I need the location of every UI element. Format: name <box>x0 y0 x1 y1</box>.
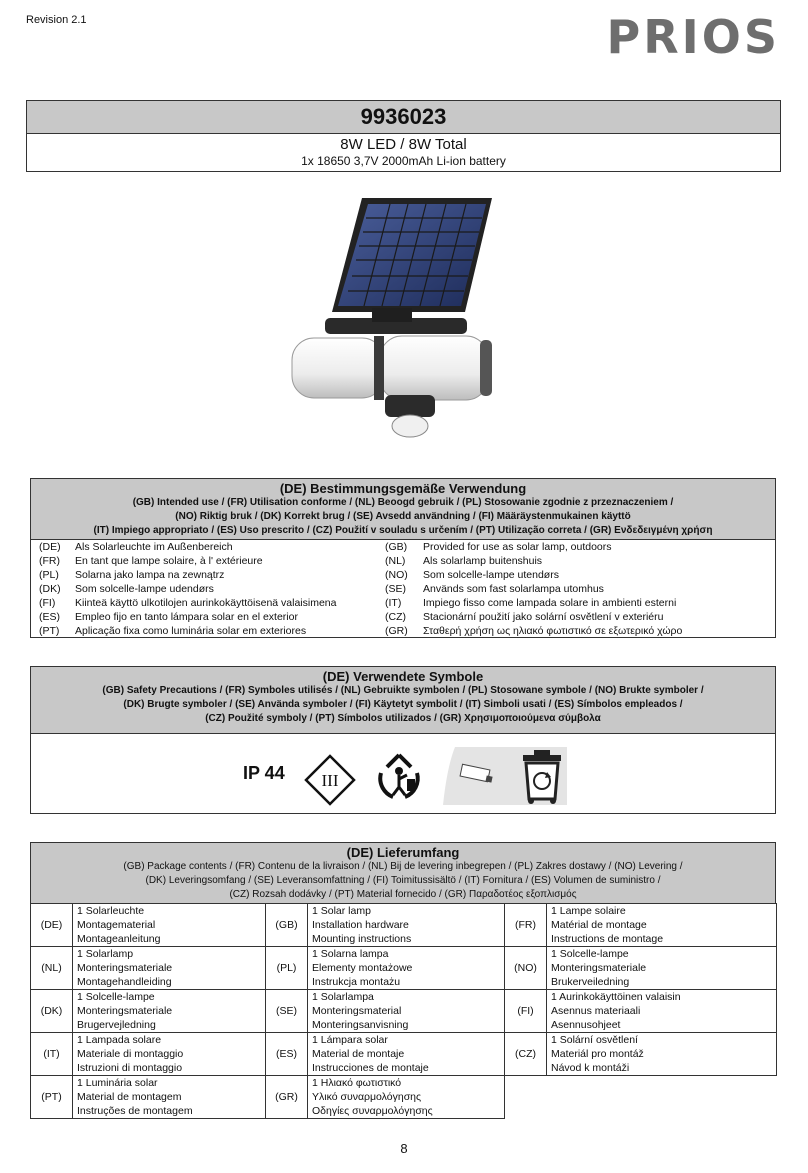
package-item: 1 Solarlamp <box>77 948 134 960</box>
package-item: Οδηγίες συναρμολόγησης <box>312 1105 433 1117</box>
brand-logo: PRIOS <box>606 10 780 64</box>
use-text: Som solcelle-lampe udendørs <box>75 583 214 595</box>
lang-code: (NO) <box>505 947 547 990</box>
package-item: 1 Solar lamp <box>312 905 371 917</box>
package-item: 1 Solarleuchte <box>77 905 145 917</box>
lang-code: (GR) <box>266 1076 308 1119</box>
package-items <box>308 1076 505 1119</box>
package-item: Montageanleitung <box>77 933 161 945</box>
package-items <box>73 904 266 947</box>
package-header <box>30 842 776 904</box>
page-number: 8 <box>400 1141 408 1156</box>
lang-code: (GR) <box>385 625 408 637</box>
intended-use-section <box>30 478 776 638</box>
lang-code: (DK) <box>31 990 73 1033</box>
use-text: Impiego fisso come lampada solare in ambienti esterni <box>423 597 677 609</box>
package-item: Monteringsmaterial <box>312 1005 402 1017</box>
package-items <box>308 904 505 947</box>
package-item: Material de montagem <box>77 1091 182 1103</box>
revision-label: Revision 2.1 <box>26 14 87 26</box>
lang-code: (SE) <box>266 990 308 1033</box>
intended-use-subtitle-2: (NO) Riktig bruk / (DK) Korrekt brug / (SE) Avsedd användning / (FI) Määräystenmukainen käyttö <box>175 511 631 522</box>
package-row <box>31 947 777 990</box>
symbols-subtitle-3: (CZ) Použité symboly / (PT) Símbolos utilizados / (GR) Χρησιμοποιούμενα σύμβολα <box>205 713 601 724</box>
package-items <box>547 1033 777 1076</box>
package-item: Asennusohjeet <box>551 1019 621 1031</box>
lang-code: (CZ) <box>385 611 406 623</box>
package-item: Brukerveiledning <box>551 976 630 988</box>
use-row <box>31 554 775 568</box>
package-item: Asennus materiaali <box>551 1005 641 1017</box>
lang-code: (IT) <box>31 1033 73 1076</box>
product-power: 8W LED / 8W Total <box>340 136 467 153</box>
use-row <box>31 610 775 624</box>
use-row <box>31 596 775 610</box>
lang-code: (FR) <box>505 904 547 947</box>
package-item: 1 Solcelle-lampe <box>551 948 629 960</box>
symbols-title: (DE) Verwendete Symbole <box>322 669 484 684</box>
package-item: Istruzioni di montaggio <box>77 1062 183 1074</box>
product-battery: 1x 18650 3,7V 2000mAh Li-ion battery <box>301 154 506 168</box>
use-text: Empleo fijo en tanto lámpara solar en el exterior <box>75 611 298 623</box>
package-item: Monteringsmateriale <box>77 1005 173 1017</box>
package-item: 1 Solarna lampa <box>312 948 389 960</box>
package-item: Instrucciones de montaje <box>312 1062 429 1074</box>
lang-code: (FR) <box>39 555 60 567</box>
ip-rating: IP 44 <box>243 763 285 783</box>
lang-code: (NL) <box>31 947 73 990</box>
class-label: III <box>321 771 339 790</box>
use-text: Als Solarleuchte im Außenbereich <box>75 541 233 553</box>
package-item: 1 Solární osvětlení <box>551 1034 638 1046</box>
package-items <box>308 990 505 1033</box>
package-items <box>547 904 777 947</box>
package-item: 1 Lampada solare <box>77 1034 162 1046</box>
lang-code: (ES) <box>39 611 60 623</box>
intended-use-subtitle-3: (IT) Impiego appropriato / (ES) Uso prescrito / (CZ) Použití v souladu s určením / (PT) Utilização correta / (GR) Ενδεδειγμένη χρήση <box>93 525 713 536</box>
intended-use-title: (DE) Bestimmungsgemäße Verwendung <box>279 481 527 496</box>
package-row <box>31 990 777 1033</box>
symbols-subtitle-1: (GB) Safety Precautions / (FR) Symboles utilisés / (NL) Gebruikte symbolen / (PL) Stosowane symbole / (NO) Brukte symboler / <box>102 685 704 696</box>
package-items <box>73 1076 266 1119</box>
package-title: (DE) Lieferumfang <box>346 845 460 860</box>
package-item: Montagehandleiding <box>77 976 172 988</box>
symbols-section <box>30 666 776 814</box>
package-item: Elementy montażowe <box>312 962 413 974</box>
package-item: 1 Aurinkokäyttöinen valaisin <box>551 991 681 1003</box>
lang-code: (NL) <box>385 555 406 567</box>
use-row <box>31 540 775 554</box>
empty-cell <box>505 1076 547 1119</box>
package-item: 1 Solcelle-lampe <box>77 991 155 1003</box>
use-text: Stacionární použití jako solární osvětlení v exteriéru <box>423 611 664 623</box>
package-item: 1 Luminária solar <box>77 1077 158 1089</box>
use-text: Σταθερή χρήση ως ηλιακό φωτιστικό σε εξωτερικό χώρο <box>423 625 683 637</box>
package-item: Instructions de montage <box>551 933 664 945</box>
package-item: Monteringsmateriale <box>551 962 647 974</box>
package-items <box>308 947 505 990</box>
package-subtitle-2: (DK) Leveringsomfang / (SE) Leveransomfattning / (FI) Toimitussisältö / (IT) Fornitura / (ES) Volumen de suministro / <box>145 875 661 886</box>
protection-class-iii-icon <box>303 753 357 807</box>
lang-code: (PT) <box>31 1076 73 1119</box>
package-items <box>308 1033 505 1076</box>
package-items <box>73 990 266 1033</box>
package-items <box>547 947 777 990</box>
package-row <box>31 904 777 947</box>
use-text: Som solcelle-lampe utendørs <box>423 569 559 581</box>
intended-use-rows <box>31 540 775 638</box>
symbols-subtitle-2: (DK) Brugte symboler / (SE) Använda symboler / (FI) Käytetyt symbolit / (IT) Simboli usati / (ES) Símbolos empleados / <box>123 699 683 710</box>
use-text: En tant que lampe solaire, à l' extérieure <box>75 555 263 567</box>
package-item: Mounting instructions <box>312 933 412 945</box>
package-item: Monteringsanvisning <box>312 1019 409 1031</box>
package-item: Monteringsmateriale <box>77 962 173 974</box>
product-photo <box>280 190 525 440</box>
package-item: Materiál pro montáž <box>551 1048 644 1060</box>
package-item: Instruções de montagem <box>77 1105 193 1117</box>
lang-code: (DK) <box>39 583 61 595</box>
empty-cell <box>547 1076 777 1119</box>
recycling-disposal-icon <box>371 749 427 805</box>
use-text: Solarna jako lampa na zewnątrz <box>75 569 225 581</box>
symbols-header <box>31 667 775 734</box>
lang-code: (DE) <box>39 541 61 553</box>
wheelie-bin-icon <box>519 749 565 805</box>
product-code: 9936023 <box>27 101 780 134</box>
package-item: Installation hardware <box>312 919 409 931</box>
package-subtitle-3: (CZ) Rozsah dodávky / (PT) Material fornecido / (GR) Παραδοτέος εξοπλισμός <box>229 889 577 900</box>
package-item: Matérial de montage <box>551 919 647 931</box>
package-table <box>30 903 777 1119</box>
intended-use-header <box>31 479 775 540</box>
use-text: Aplicação fixa como luminária solar em exteriores <box>75 625 307 637</box>
use-row <box>31 568 775 582</box>
lang-code: (SE) <box>385 583 406 595</box>
lang-code: (FI) <box>39 597 56 609</box>
package-row <box>31 1033 777 1076</box>
package-item: Materiale di montaggio <box>77 1048 184 1060</box>
lang-code: (GB) <box>385 541 408 553</box>
lang-code: (DE) <box>31 904 73 947</box>
lang-code: (IT) <box>385 597 402 609</box>
product-info-box <box>26 100 781 172</box>
package-item: Υλικό συναρμολόγησης <box>312 1091 422 1103</box>
lang-code: (PL) <box>266 947 308 990</box>
intended-use-subtitle-1: (GB) Intended use / (FR) Utilisation conforme / (NL) Beoogd gebruik / (PL) Stosowanie zgodnie z przeznaczeniem / <box>132 497 674 508</box>
package-item: 1 Solarlampa <box>312 991 374 1003</box>
use-row <box>31 624 775 638</box>
lang-code: (PL) <box>39 569 59 581</box>
package-item: 1 Lámpara solar <box>312 1034 388 1046</box>
package-item: Brugervejledning <box>77 1019 156 1031</box>
use-row <box>31 582 775 596</box>
use-text: Kiinteä käyttö ulkotilojen aurinkokäyttöisenä valaisimena <box>75 597 337 609</box>
lang-code: (FI) <box>505 990 547 1033</box>
package-item: 1 Ηλιακό φωτιστικό <box>312 1077 402 1089</box>
package-subtitle-1: (GB) Package contents / (FR) Contenu de la livraison / (NL) Bij de levering inbegrepen / (PL) Zakres dostawy / (NO) Levering / <box>123 861 683 872</box>
lang-code: (NO) <box>385 569 408 581</box>
lang-code: (GB) <box>266 904 308 947</box>
package-items <box>73 947 266 990</box>
package-items <box>547 990 777 1033</box>
use-text: Används som fast solarlampa utomhus <box>423 583 604 595</box>
use-text: Provided for use as solar lamp, outdoors <box>423 541 612 553</box>
lang-code: (ES) <box>266 1033 308 1076</box>
package-items <box>73 1033 266 1076</box>
package-item: Instrukcja montażu <box>312 976 401 988</box>
lang-code: (PT) <box>39 625 60 637</box>
package-item: Material de montaje <box>312 1048 405 1060</box>
use-text: Als solarlamp buitenshuis <box>423 555 543 567</box>
package-row <box>31 1076 777 1119</box>
lang-code: (CZ) <box>505 1033 547 1076</box>
package-item: Montagematerial <box>77 919 156 931</box>
package-item: 1 Lampe solaire <box>551 905 626 917</box>
package-item: Návod k montáži <box>551 1062 630 1074</box>
